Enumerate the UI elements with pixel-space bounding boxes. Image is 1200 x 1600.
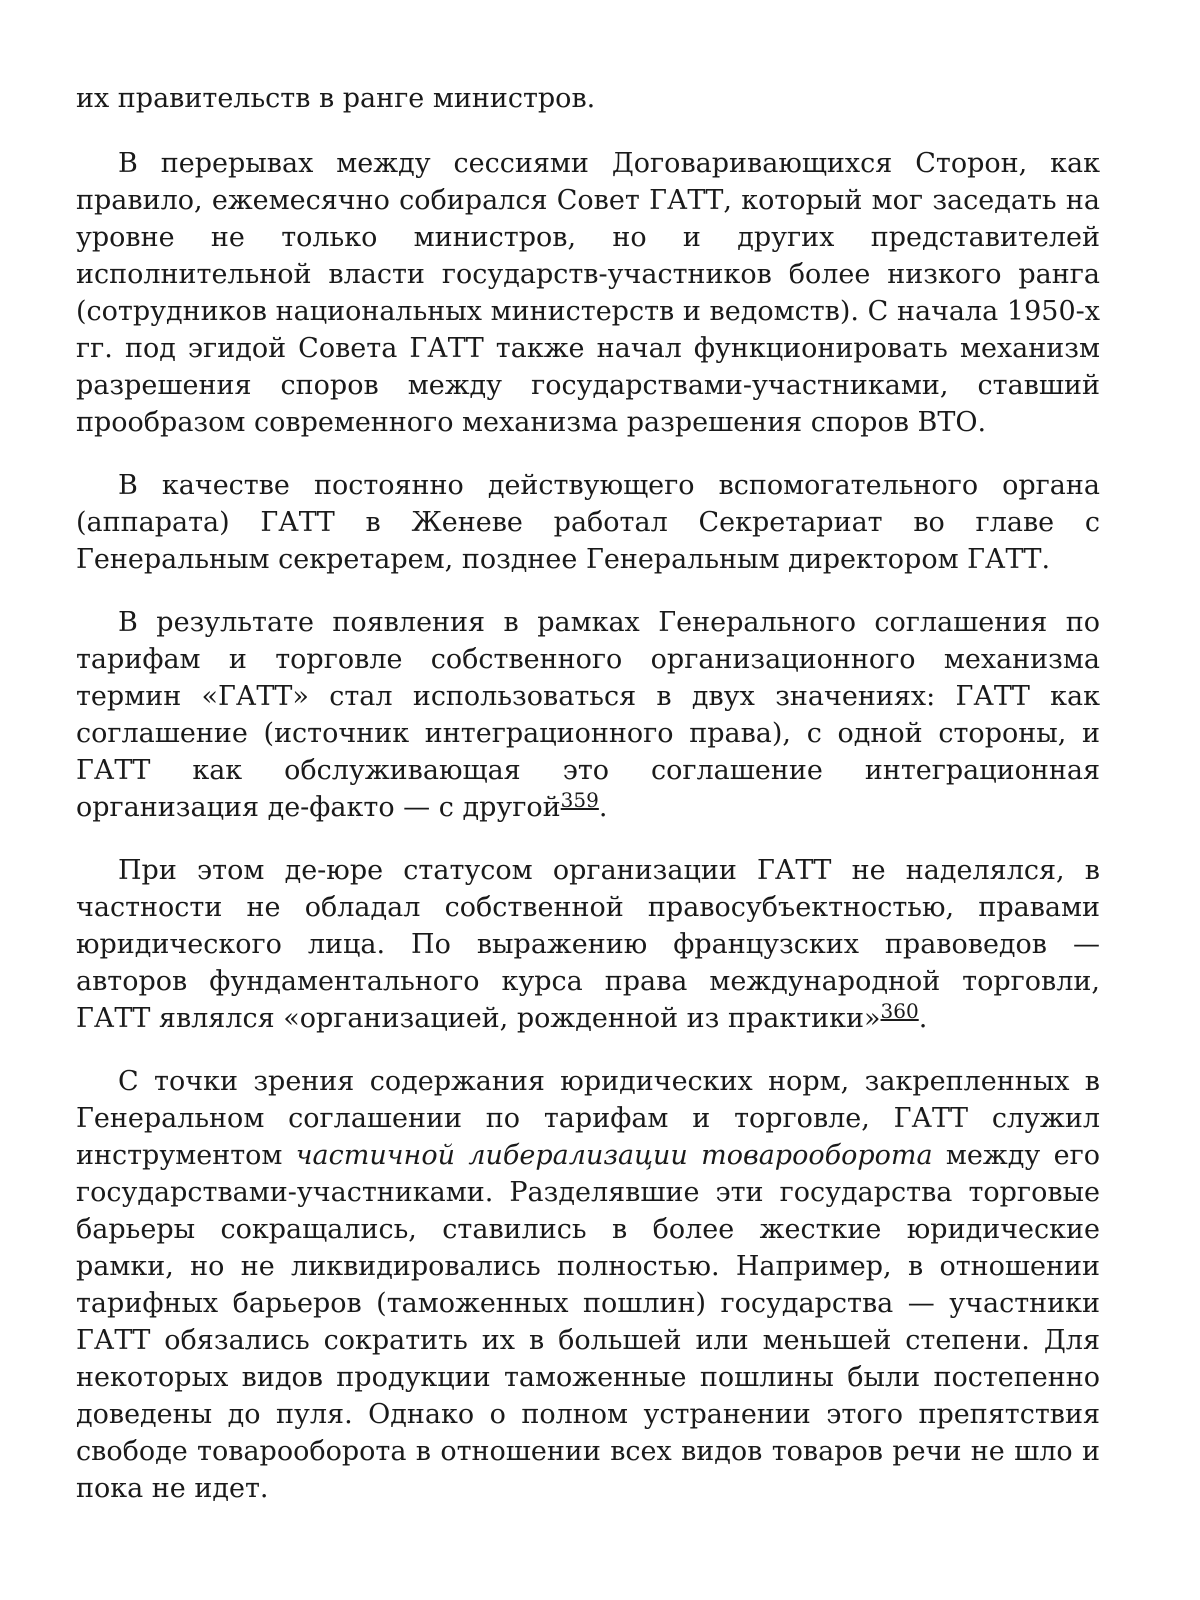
paragraph-5-tail: . xyxy=(918,1003,928,1034)
paragraph-5 xyxy=(76,852,1100,1037)
paragraph-2 xyxy=(76,145,1100,441)
paragraph-6-text-before: С точки зрения содержания юридических норм, закрепленных в Генеральном соглашении по тарифам и торговле, ГАТТ служил инструментом xyxy=(76,1066,1100,1171)
paragraph-3-text: В качестве постоянно действующего вспомогательного органа (аппарата) ГАТТ в Женеве работал Секретариат во главе с Генеральным секретарем, позднее Генеральным директором ГАТТ. xyxy=(76,470,1100,575)
document-page xyxy=(76,80,1100,1533)
paragraph-6 xyxy=(76,1063,1100,1507)
footnote-link-359[interactable]: 359 xyxy=(560,788,599,812)
paragraph-4-tail: . xyxy=(598,792,608,823)
paragraph-4 xyxy=(76,604,1100,826)
paragraph-1 xyxy=(76,80,1100,117)
paragraph-4-text: В результате появления в рамках Генерального соглашения по тарифам и торговле собственного организационного механизма термин «ГАТТ» стал использоваться в двух значениях: ГАТТ как соглашение (источник интеграционного права), с одной стороны, и ГАТТ как обслуживающая это соглашение интеграционная организация де-факто — с другой xyxy=(76,607,1100,823)
paragraph-6-text-after: между его государствами-участниками. Разделявшие эти государства торговые барьеры сокращались, ставились в более жесткие юридические рамки, но не ликвидировались полностью. Например, в отношении тарифных барьеров (таможенных пошлин) государства — участники ГАТТ обязались сократить их в большей или меньшей степени. Для некоторых видов продукции таможенные пошлины были постепенно доведены до пуля. Однако о полном устранении этого препятствия свободе товарооборота в отношении всех видов товаров речи не шло и пока не идет. xyxy=(76,1140,1100,1504)
footnote-link-360[interactable]: 360 xyxy=(880,999,919,1023)
paragraph-2-text: В перерывах между сессиями Договаривающихся Сторон, как правило, ежемесячно собирался Совет ГАТТ, который мог заседать на уровне не только министров, но и других представителей исполнительной власти государств-участников более низкого ранга (сотрудников национальных министерств и ведомств). С начала 1950-х гг. под эгидой Совета ГАТТ также начал функционировать механизм разрешения споров между государствами-участниками, ставший прообразом современного механизма разрешения споров ВТО. xyxy=(76,148,1100,438)
paragraph-6-italic-phrase: частичной либерализации товарооборота xyxy=(295,1140,933,1171)
paragraph-1-text: их правительств в ранге министров. xyxy=(76,83,596,114)
paragraph-3 xyxy=(76,467,1100,578)
paragraph-5-text: При этом де-юре статусом организации ГАТТ не наделялся, в частности не обладал собственной правосубъектностью, правами юридического лица. По выражению французских правоведов — авторов фундаментального курса права международной торговли, ГАТТ являлся «организацией, рожденной из практики» xyxy=(76,855,1100,1034)
